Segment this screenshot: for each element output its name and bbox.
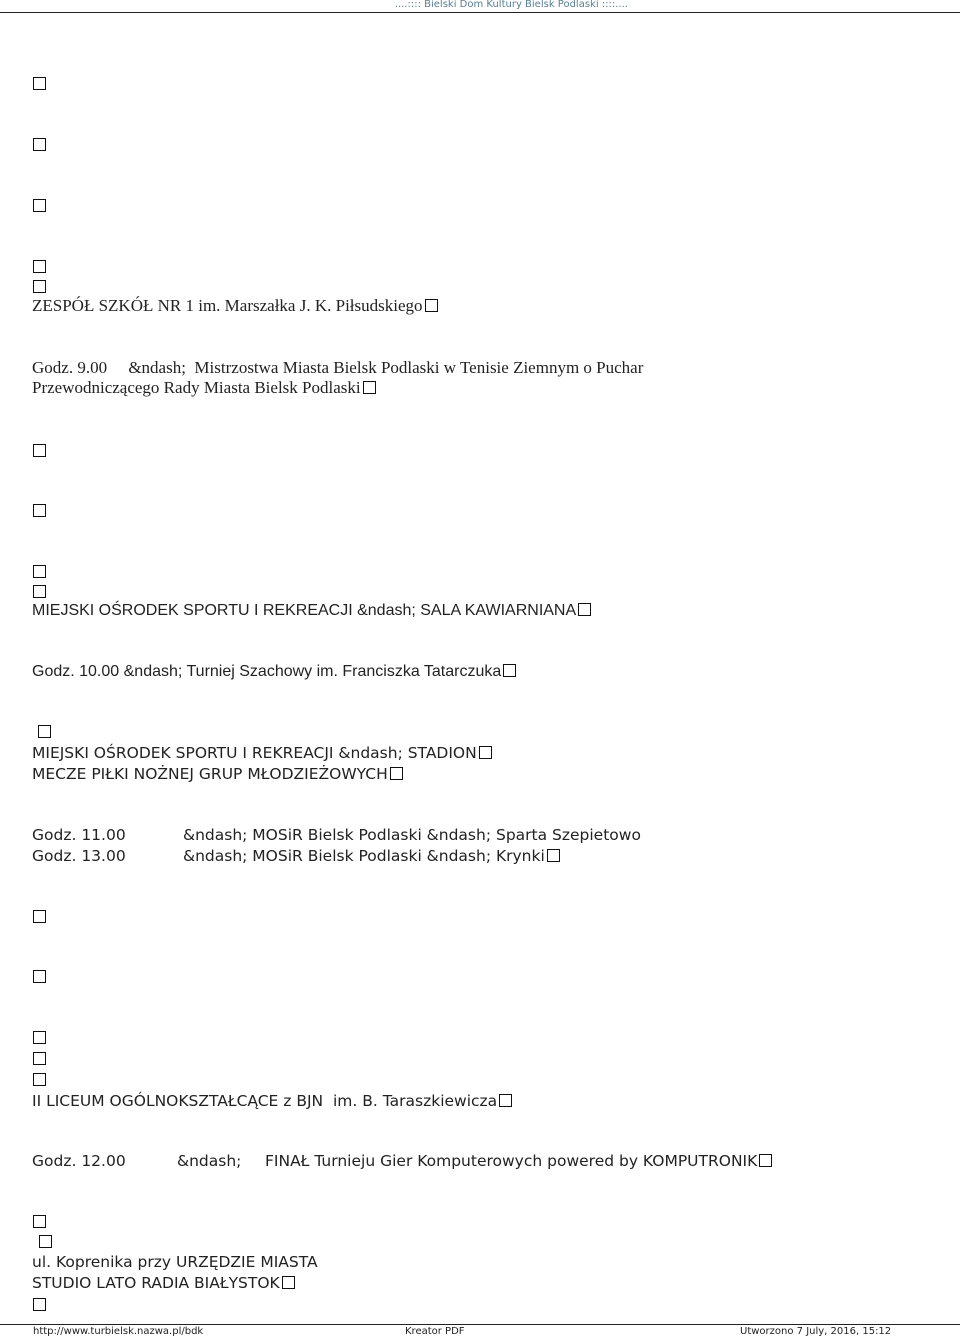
mosir-cafe-venue-line [32, 601, 591, 621]
zso-school-line [32, 296, 438, 316]
missing-glyph-icon [33, 1031, 46, 1044]
zso-event-text-2: Przewodniczącego Rady Miasta Bielsk Podlaski [32, 378, 361, 397]
missing-glyph-icon [759, 1154, 772, 1167]
missing-glyph-icon [282, 1276, 295, 1289]
missing-glyph-icon [33, 199, 46, 212]
missing-glyph-icon [33, 504, 46, 517]
match-description: &ndash; MOSiR Bielsk Podlaski &ndash; Sparta Szepietowo [183, 826, 641, 844]
missing-glyph-icon [33, 280, 46, 293]
footer-created: Utworzono 7 July, 2016, 15:12 [740, 1326, 892, 1337]
page-header [0, 0, 960, 13]
mosir-cafe-venue: MIEJSKI OŚRODEK SPORTU I REKREACJI &ndash; SALA KAWIARNIANA [32, 602, 577, 619]
missing-glyph-icon [363, 381, 376, 394]
missing-glyph-icon [33, 444, 46, 457]
mosir-cafe-event: Godz. 10.00 &ndash; Turniej Szachowy im. Franciszka Tatarczuka [32, 663, 502, 680]
lo2-event: FINAŁ Turnieju Gier Komputerowych powered by KOMPUTRONIK [265, 1152, 758, 1170]
missing-glyph-icon [425, 299, 438, 312]
missing-glyph-icon [38, 725, 51, 738]
missing-glyph-icon [33, 1073, 46, 1086]
match-description-line [183, 846, 560, 866]
zso-event-text-1: Godz. 9.00 &ndash; Mistrzostwa Miasta Bielsk Podlaski w Tenisie Ziemnym o Puchar [32, 358, 644, 377]
missing-glyph-icon [503, 664, 516, 677]
match-time: Godz. 13.00 [32, 847, 126, 865]
missing-glyph-icon [33, 1298, 46, 1311]
lo2-school-line [32, 1091, 512, 1111]
match-description: &ndash; MOSiR Bielsk Podlaski &ndash; Krynki [183, 847, 545, 865]
lo2-school-name: II LICEUM OGÓLNOKSZTAŁCĄCE z BJN im. B. Taraszkiewicza [32, 1092, 498, 1110]
missing-glyph-icon [33, 910, 46, 923]
missing-glyph-icon [33, 1052, 46, 1065]
zso-school-name: ZESPÓŁ SZKÓŁ NR 1 im. Marszałka J. K. Piłsudskiego [32, 296, 423, 315]
missing-glyph-icon [33, 138, 46, 151]
match-time: Godz. 11.00 [32, 826, 126, 844]
site-title: ....:::: Bielski Dom Kultury Bielsk Podlaski ::::.... [394, 0, 628, 10]
footer-generator: Kreator PDF [405, 1326, 465, 1337]
mosir-stadium-venue: MIEJSKI OŚRODEK SPORTU I REKREACJI &ndash; STADION [32, 744, 477, 762]
missing-glyph-icon [33, 565, 46, 578]
lo2-event-dash: &ndash; [177, 1152, 242, 1170]
missing-glyph-icon [33, 970, 46, 983]
mosir-stadium-subtitle-line [32, 764, 403, 784]
mosir-stadium-venue-line [32, 743, 492, 763]
mosir-stadium-subtitle: MECZE PIŁKI NOŻNEJ GRUP MŁODZIEŻOWYCH [32, 765, 388, 783]
missing-glyph-icon [33, 585, 46, 598]
page-footer [0, 1324, 960, 1339]
footer-url[interactable]: http://www.turbielsk.nazwa.pl/bdk [33, 1326, 204, 1337]
zso-event-line2 [32, 378, 376, 398]
lo2-event-time: Godz. 12.00 [32, 1152, 126, 1170]
missing-glyph-icon [547, 849, 560, 862]
missing-glyph-icon [499, 1094, 512, 1107]
missing-glyph-icon [578, 603, 591, 616]
mosir-cafe-event-line [32, 662, 516, 682]
studio-name: STUDIO LATO RADIA BIAŁYSTOK [32, 1274, 280, 1292]
missing-glyph-icon [33, 260, 46, 273]
studio-name-line [32, 1273, 295, 1293]
lo2-event-line [265, 1151, 772, 1171]
missing-glyph-icon [33, 1215, 46, 1228]
missing-glyph-icon [390, 767, 403, 780]
zso-event-line1 [32, 358, 643, 378]
missing-glyph-icon [39, 1235, 52, 1248]
missing-glyph-icon [479, 746, 492, 759]
missing-glyph-icon [33, 77, 46, 90]
studio-address: ul. Koprenika przy URZĘDZIE MIASTA [32, 1253, 318, 1271]
